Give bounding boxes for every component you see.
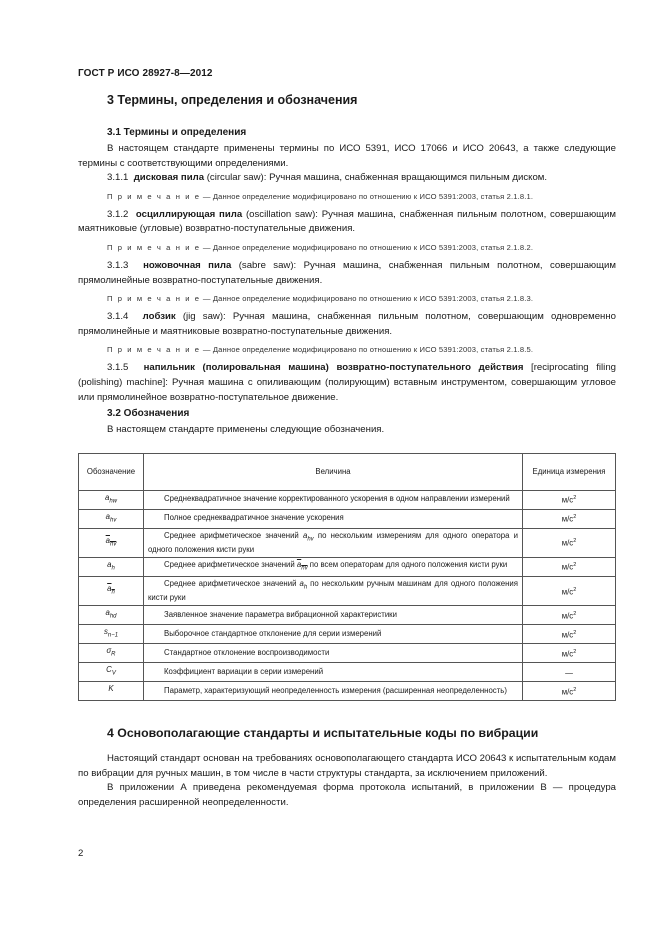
term-text: (circular saw): Ручная машина, снабженная вращающимся пильным диском. — [204, 172, 548, 184]
symbol — [107, 559, 115, 572]
quantity-text: Стандартное отклонение воспроизводимости — [164, 647, 330, 657]
note-label: П р и м е ч а н и е — [107, 242, 201, 252]
quantity-cell — [144, 644, 523, 663]
symbol-letter: a — [104, 492, 110, 502]
section-4-paragraph-1: Настоящий стандарт основан на требованиях основополагающего стандарта ИСО 20643 к испытательным кодам по вибрации для ручных машин, в том числе в части структуры стандарта, за исключением приложений. — [78, 753, 616, 779]
inline-symbol-subscript: hv — [307, 536, 314, 543]
quantity-cell — [144, 663, 523, 682]
unit-cell — [523, 606, 616, 625]
quantity-cell — [144, 528, 523, 557]
section-3-heading: 3 Термины, определения и обозначения — [107, 93, 358, 107]
inline-symbol — [302, 530, 314, 543]
note-label: П р и м е ч а н и е — [107, 345, 201, 355]
symbol-letter: K — [108, 684, 114, 694]
symbol — [105, 608, 117, 620]
symbol-letter: s — [103, 627, 108, 637]
table-row — [79, 490, 616, 509]
symbol-cell — [79, 528, 144, 557]
term-definition — [78, 310, 616, 339]
section-4-paragraph-2: В приложении А приведена рекомендуемая форма протокола испытаний, в приложении В — процедура определения расширенной неопределенности. — [78, 782, 616, 808]
inline-symbol-subscript: hv — [301, 565, 308, 572]
unit-text: м/с — [561, 687, 574, 697]
unit-power: 2 — [573, 629, 577, 636]
symbol-letter: a — [107, 559, 112, 569]
term-number: 3.1.5 — [107, 362, 129, 374]
unit-text: м/с — [561, 611, 574, 621]
term-text: (jig saw): Ручная машина, снабженная пильным полотном, совершающим одновременно прямолинейные и маятниковые возвратно-поступательные движения. — [78, 311, 616, 337]
unit-text: м/с — [561, 630, 574, 640]
unit-cell — [523, 576, 616, 605]
unit-text: м/с — [561, 649, 574, 659]
symbol-letter: $\overline{a}$ — [105, 535, 110, 545]
term-text: (sabre saw): Ручная машина, снабженная пильным полотном, совершающим прямолинейные возвратно-поступательные движения. — [78, 259, 616, 286]
symbol-subscript: V — [111, 670, 116, 677]
section-4-heading: 4 Основополагающие стандарты и испытательные коды по вибрации — [107, 726, 539, 741]
unit-cell — [523, 528, 616, 557]
table-row — [79, 509, 616, 528]
symbol-cell — [79, 682, 144, 701]
quantity-text: Среднее арифметическое значений — [164, 559, 297, 569]
inline-symbol-letter: a — [302, 530, 308, 540]
term-note: П р и м е ч а н и е — Данное определение модифицировано по отношению к ИСО 5391:2003, статья 2.1.8.5. — [107, 345, 534, 355]
symbol-subscript: hw — [109, 498, 117, 505]
inline-symbol-letter: a — [299, 578, 304, 588]
symbol-letter: σ — [106, 646, 112, 656]
symbol-letter: a — [105, 511, 110, 521]
inline-symbol-letter: $\overline{a}$ — [296, 559, 302, 569]
table-row — [79, 663, 616, 682]
term-definition — [78, 361, 616, 405]
unit-text: м/с — [561, 514, 574, 524]
table-row — [79, 576, 616, 605]
table-row — [79, 682, 616, 701]
unit-power: 2 — [573, 648, 577, 655]
section-3-2-intro: В настоящем стандарте применены следующие обозначения. — [107, 424, 385, 436]
quantity-cell — [144, 606, 523, 625]
symbol-cell — [79, 576, 144, 605]
symbol-cell — [79, 557, 144, 576]
symbol-cell — [79, 606, 144, 625]
symbol — [106, 646, 116, 658]
table-body — [79, 490, 616, 700]
unit-cell — [523, 557, 616, 576]
inline-symbol-subscript: h — [303, 584, 308, 591]
symbol-subscript: hv — [110, 541, 117, 548]
term-name: осциллирующая пила — [135, 208, 243, 220]
unit-power: 2 — [573, 514, 577, 521]
unit-power: 2 — [573, 586, 577, 593]
quantity-cell — [144, 557, 523, 576]
symbol-subscript: n−1 — [107, 632, 119, 639]
term-name: ножовочная пила — [143, 259, 232, 271]
inline-symbol — [296, 559, 308, 572]
note-label: П р и м е ч а н и е — [107, 191, 201, 201]
unit-text: — — [565, 668, 573, 678]
symbol-subscript: hd — [109, 613, 117, 620]
symbol — [104, 492, 117, 505]
table-row — [79, 606, 616, 625]
quantity-text: Коэффициент вариации в серии измерений — [164, 666, 324, 676]
unit-cell — [523, 644, 616, 663]
unit-cell — [523, 663, 616, 682]
symbol-letter: $\overline{a}$ — [107, 584, 112, 594]
section-3-1-heading: 3.1 Термины и определения — [107, 127, 247, 138]
table-row — [79, 557, 616, 576]
note-text: Данное определение модифицировано по отношению к ИСО 5391:2003, статья 2.1.8.5. — [212, 345, 534, 355]
symbol-cell — [79, 625, 144, 644]
quantity-text: Среднее арифметическое значений — [164, 530, 303, 540]
quantity-cell — [144, 576, 523, 605]
section-3-1-intro: В настоящем стандарте применены термины по ИСО 5391, ИСО 17066 и ИСО 20643, а также следующие термины с соответствующими определениями. — [78, 143, 616, 169]
term-name: напильник (полировальная машина) возвратно-поступательного действия — [143, 362, 524, 374]
table-header-row — [79, 453, 616, 490]
symbol-subscript: h — [111, 565, 115, 572]
term-definition — [78, 208, 616, 237]
symbol — [105, 511, 117, 524]
table-row — [79, 644, 616, 663]
symbol — [107, 584, 115, 596]
symbol-cell — [79, 509, 144, 528]
page-content — [78, 92, 616, 810]
terms-list — [78, 171, 616, 405]
unit-cell — [523, 682, 616, 701]
symbol-subscript: h — [111, 589, 115, 596]
symbol — [106, 665, 116, 677]
term-definition — [78, 259, 616, 288]
symbols-table — [78, 453, 616, 701]
symbol — [105, 535, 117, 548]
quantity-cell — [144, 509, 523, 528]
term-number: 3.1.1 — [107, 172, 129, 184]
table-row — [79, 528, 616, 557]
quantity-text: Полное среднеквадратичное значение ускорения — [164, 513, 344, 523]
symbol-cell — [79, 490, 144, 509]
unit-text: м/с — [561, 495, 574, 505]
unit-power: 2 — [573, 538, 577, 545]
note-text: Данное определение модифицировано по отношению к ИСО 5391:2003, статья 2.1.8.2. — [212, 242, 534, 252]
quantity-text: Параметр, характеризующий неопределенность измерения (расширенная неопределенность) — [164, 685, 507, 695]
unit-power: 2 — [573, 610, 577, 617]
term-note: П р и м е ч а н и е — Данное определение модифицировано по отношению к ИСО 5391:2003, статья 2.1.8.1. — [107, 191, 534, 201]
unit-text: м/с — [561, 538, 574, 548]
unit-power: 2 — [573, 495, 577, 502]
term-number: 3.1.4 — [107, 311, 129, 323]
term-number: 3.1.2 — [107, 208, 129, 220]
unit-cell — [523, 509, 616, 528]
table-header-symbol: Обозначение — [79, 453, 144, 490]
term-text: [reciprocating filing (polishing) machine]: Ручная машина с опиливающим (полирующим) вставным инструментом, совершающим угловое или прямолинейное возвратно-поступательное движение. — [78, 362, 616, 403]
quantity-text-cont: по всем операторам для одного положения кисти руки — [307, 559, 508, 569]
symbol — [103, 627, 119, 639]
quantity-cell — [144, 682, 523, 701]
quantity-text-cont: по нескольким ручным машинам для одного положения кисти руки — [148, 578, 518, 602]
term-name: лобзик — [142, 311, 176, 323]
quantity-text-cont: по нескольким измерениям для одного оператора и одного положения кисти руки — [148, 530, 518, 554]
symbol — [108, 684, 113, 693]
inline-symbol — [299, 578, 308, 591]
term-number: 3.1.3 — [107, 259, 129, 271]
unit-text: м/с — [561, 563, 574, 573]
quantity-text: Среднее арифметическое значений — [164, 578, 300, 588]
term-name: дисковая пила — [133, 172, 205, 184]
note-text: Данное определение модифицировано по отношению к ИСО 5391:2003, статья 2.1.8.1. — [212, 191, 534, 201]
quantity-cell — [144, 625, 523, 644]
symbol-letter: C — [106, 665, 112, 675]
table-row — [79, 625, 616, 644]
document-code: ГОСТ Р ИСО 28927-8—2012 — [78, 68, 213, 79]
unit-cell — [523, 625, 616, 644]
term-note: П р и м е ч а н и е — Данное определение модифицировано по отношению к ИСО 5391:2003, статья 2.1.8.3. — [107, 294, 534, 304]
quantity-text: Выборочное стандартное отклонение для серии измерений — [164, 629, 382, 639]
term-text: (oscillation saw): Ручная машина, снабженная пильным полотном, совершающим маятниковые (угловые) возвратно-поступательные движения. — [78, 208, 616, 235]
note-text: Данное определение модифицировано по отношению к ИСО 5391:2003, статья 2.1.8.3. — [212, 294, 534, 304]
page-number: 2 — [78, 848, 84, 859]
term-definition — [78, 171, 616, 186]
symbol-cell — [79, 663, 144, 682]
quantity-text: Заявленное значение параметра вибрационной характеристики — [164, 610, 397, 620]
symbol-subscript: hv — [110, 517, 117, 524]
symbol-cell — [79, 644, 144, 663]
unit-text: м/с — [561, 587, 574, 597]
table-header-quantity: Величина — [144, 453, 523, 490]
unit-power: 2 — [573, 562, 577, 569]
quantity-cell — [144, 490, 523, 509]
unit-power: 2 — [573, 686, 577, 693]
symbol-letter: a — [105, 608, 110, 618]
quantity-text: Среднеквадратичное значение корректированного ускорения в одном направлении измерений — [164, 494, 510, 504]
section-3-2-heading: 3.2 Обозначения — [107, 408, 190, 420]
term-note: П р и м е ч а н и е — Данное определение модифицировано по отношению к ИСО 5391:2003, статья 2.1.8.2. — [107, 242, 534, 252]
symbol-subscript: R — [111, 651, 116, 658]
note-label: П р и м е ч а н и е — [107, 294, 201, 304]
table-header-unit: Единица измерения — [523, 453, 616, 490]
unit-cell — [523, 490, 616, 509]
